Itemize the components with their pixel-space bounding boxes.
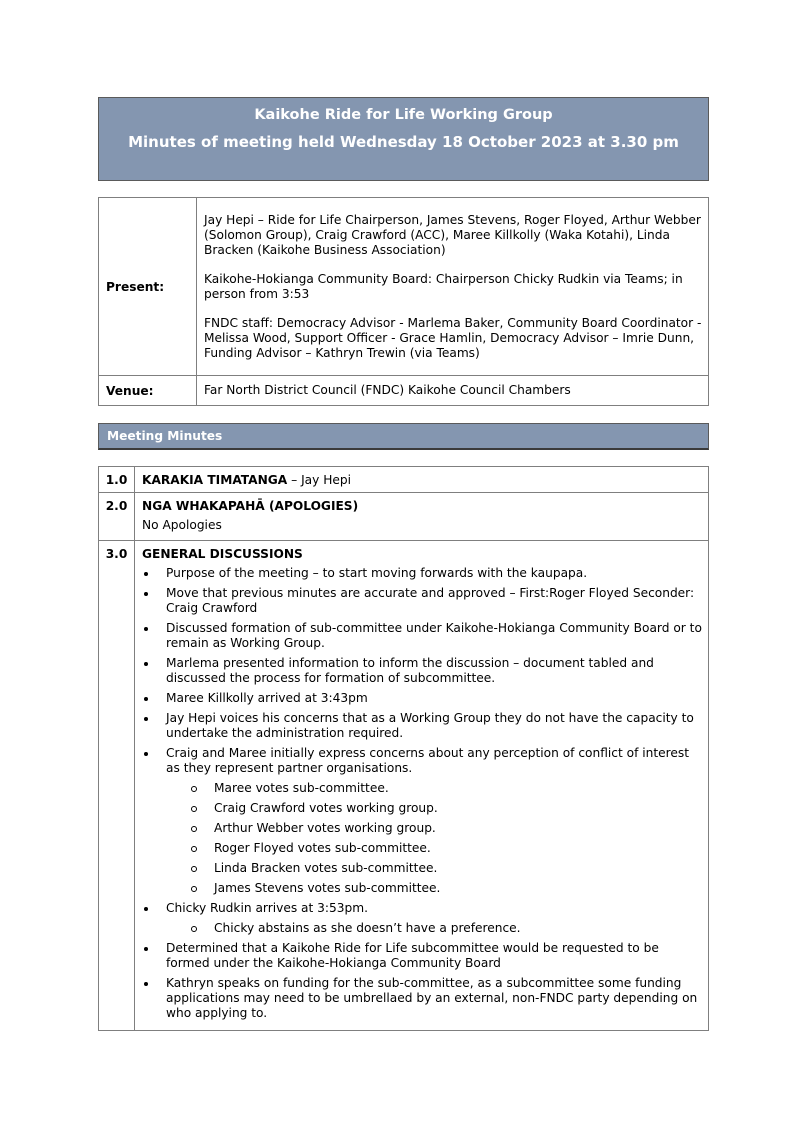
vote-item: Roger Floyed votes sub-committee. xyxy=(166,841,702,856)
agenda-item-2 xyxy=(99,493,709,541)
section-title: Meeting Minutes xyxy=(98,423,709,450)
present-attendees: Jay Hepi – Ride for Life Chairperson, James Stevens, Roger Floyed, Arthur Webber (Solomon Group), Craig Crawford (ACC), Maree Killkolly (Waka Kotahi), Linda Bracken (Kaikohe Business Association) xyxy=(204,212,701,257)
item-heading: KARAKIA TIMATANGA xyxy=(142,473,288,487)
list-item-text: Chicky Rudkin arrives at 3:53pm. xyxy=(166,901,369,915)
item-body xyxy=(135,541,709,1031)
venue-value: Far North District Council (FNDC) Kaikohe Council Chambers xyxy=(197,376,709,406)
item-heading: GENERAL DISCUSSIONS xyxy=(142,547,303,561)
list-item xyxy=(142,746,702,896)
item-number: 1.0 xyxy=(99,467,135,493)
list-item: Maree Killkolly arrived at 3:43pm xyxy=(142,691,702,706)
document-title: Kaikohe Ride for Life Working Group xyxy=(254,107,553,123)
present-community-board: Kaikohe-Hokianga Community Board: Chairperson Chicky Rudkin via Teams; in person from 3:53 xyxy=(204,271,683,301)
list-item: Determined that a Kaikohe Ride for Life subcommittee would be requested to be formed under the Kaikohe-Hokianga Community Board xyxy=(142,941,702,971)
list-item xyxy=(142,901,702,936)
title-banner xyxy=(98,97,709,181)
document-subtitle: Minutes of meeting held Wednesday 18 October 2023 at 3.30 pm xyxy=(128,133,679,151)
item-body xyxy=(135,493,709,541)
item-number: 2.0 xyxy=(99,493,135,541)
vote-item: Craig Crawford votes working group. xyxy=(166,801,702,816)
present-cell xyxy=(197,198,709,376)
present-fndc-staff: FNDC staff: Democracy Advisor - Marlema Baker, Community Board Coordinator - Melissa Wood, Support Officer - Grace Hamlin, Democracy Advisor – Imrie Dunn, Funding Advisor – Kathryn Trewin (via Teams) xyxy=(204,315,702,360)
item-heading: NGA WHAKAPAHĀ (APOLOGIES) xyxy=(142,499,359,513)
list-item: Move that previous minutes are accurate and approved – First:Roger Floyed Seconder: Craig Crawford xyxy=(142,586,702,616)
attendance-table xyxy=(98,197,709,406)
list-item: Marlema presented information to inform the discussion – document tabled and discussed the process for formation of subcommittee. xyxy=(142,656,702,686)
item-body xyxy=(135,467,709,493)
sub-item: Chicky abstains as she doesn’t have a preference. xyxy=(166,921,702,936)
votes-list xyxy=(166,781,702,896)
list-item: Kathryn speaks on funding for the sub-committee, as a subcommittee some funding applications may need to be umbrellaed by an external, non-FNDC party depending on who applying to. xyxy=(142,976,702,1021)
sub-list xyxy=(166,921,702,936)
vote-item: Maree votes sub-committee. xyxy=(166,781,702,796)
list-item: Purpose of the meeting – to start moving forwards with the kaupapa. xyxy=(142,566,702,581)
agenda-item-3 xyxy=(99,541,709,1031)
vote-item: Arthur Webber votes working group. xyxy=(166,821,702,836)
venue-label: Venue: xyxy=(99,376,197,406)
present-label: Present: xyxy=(99,198,197,376)
item-number: 3.0 xyxy=(99,541,135,1031)
vote-item: Linda Bracken votes sub-committee. xyxy=(166,861,702,876)
list-item: Discussed formation of sub-committee under Kaikohe-Hokianga Community Board or to remain as Working Group. xyxy=(142,621,702,651)
vote-item: James Stevens votes sub-committee. xyxy=(166,881,702,896)
apologies-text: No Apologies xyxy=(142,518,222,532)
list-item: Jay Hepi voices his concerns that as a Working Group they do not have the capacity to undertake the administration required. xyxy=(142,711,702,741)
list-item-text: Craig and Maree initially express concerns about any perception of conflict of interest as they represent partner organisations. xyxy=(166,746,689,775)
item-heading-suffix: – Jay Hepi xyxy=(287,473,352,487)
minutes-table xyxy=(98,466,709,1031)
agenda-item-1 xyxy=(99,467,709,493)
discussion-list xyxy=(142,566,702,1021)
